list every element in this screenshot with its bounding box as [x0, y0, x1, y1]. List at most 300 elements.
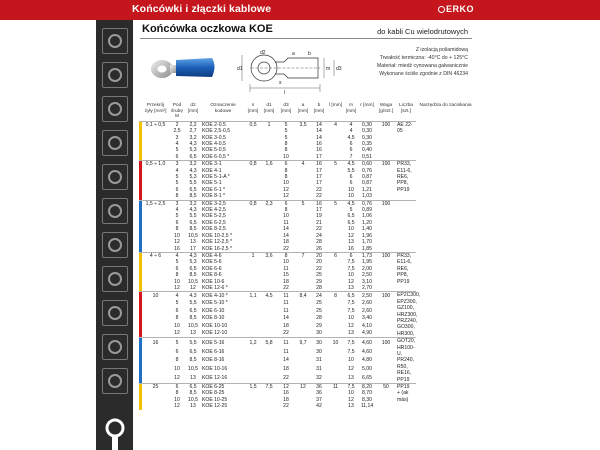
table-cell: 3,2 — [185, 200, 201, 207]
table-cell: 17 — [316, 180, 322, 187]
tool-name: PP19 — [397, 278, 410, 285]
table-cell: KOE 12-6 * — [202, 284, 228, 291]
connector-icon[interactable] — [102, 334, 128, 360]
section-title: Końcówka oczkowa KOE — [142, 23, 273, 35]
table-cell: KOE 4-10 * — [201, 292, 245, 300]
table-cell: KOE 6-25 — [201, 384, 245, 391]
table-cell: KOE 10-25 — [202, 396, 228, 403]
table-cell: 14 — [311, 121, 327, 128]
table-cell: 20 — [311, 252, 327, 259]
table-cell: 5,3 — [189, 259, 197, 266]
table-cell: 10 — [174, 232, 180, 239]
table-cell: 10 — [348, 272, 354, 279]
terminal-icon[interactable] — [102, 232, 128, 258]
tab-glyph — [108, 136, 122, 150]
table-cell: 2,5 — [173, 128, 181, 135]
table-cell: 30 — [316, 330, 322, 337]
table-cell: 4,60 — [362, 348, 372, 355]
table-cell: 10 — [327, 338, 344, 348]
table-cell: KOE 5-6 — [202, 259, 222, 266]
section-subtitle: do kabli Cu wielodrutowych — [377, 27, 468, 36]
table-cell: 12 — [174, 239, 180, 246]
table-cell: 10 — [348, 357, 354, 364]
table-cell: 100 — [376, 121, 396, 128]
table-cell: 3,2 — [189, 134, 197, 141]
table-cell — [327, 246, 344, 253]
table-cell: 13 — [348, 330, 354, 337]
table-cell: 8 — [284, 141, 288, 147]
table-cell — [376, 322, 396, 329]
table-cell: 2,2 — [185, 121, 201, 128]
table-cell: 10,5 — [188, 322, 198, 329]
table-row — [139, 403, 475, 409]
table-cell: 1,73 — [358, 252, 376, 259]
table-cell: 5,5 — [189, 300, 197, 307]
cable-cutter-icon[interactable] — [102, 62, 128, 88]
table-cell: 3 — [175, 134, 179, 141]
pliers-icon[interactable] — [102, 164, 128, 190]
table-row — [139, 347, 475, 356]
table-cell: 8,5 — [189, 315, 197, 322]
spec-table — [139, 103, 475, 410]
table-cell: KOE 12-16 — [202, 375, 228, 382]
table-cell: 0,76 — [362, 167, 372, 174]
table-cell: 0,76 — [358, 200, 376, 207]
brand-name: ERKO — [445, 4, 474, 14]
table-cell — [245, 347, 261, 356]
table-cell: 6 — [175, 186, 179, 193]
table-cell: 0,40 — [362, 147, 372, 154]
table-cell — [142, 322, 169, 329]
table-cell: 12 — [348, 278, 354, 285]
tab-glyph — [108, 238, 122, 252]
table-cell — [376, 246, 396, 253]
table-cell: 4 — [169, 252, 185, 259]
tool-name: E11-6, — [397, 259, 412, 266]
tab-glyph — [108, 34, 122, 48]
table-cell — [261, 193, 277, 200]
table-cell: 7,5 — [347, 307, 355, 314]
table-cell — [295, 356, 311, 365]
dim-s-label: s — [279, 80, 282, 86]
table-cell: 1,6 — [261, 161, 277, 168]
table-cell: KOE 12-25 — [202, 403, 228, 410]
table-cell: 4,3 — [189, 207, 197, 214]
brand-icon — [438, 6, 445, 13]
table-cell: 5 — [295, 200, 311, 207]
table-cell: KOE 10-2,5 * — [202, 232, 233, 239]
table-cell: 1 — [245, 252, 261, 259]
tool-name: HR300, — [397, 330, 415, 337]
table-cell — [376, 300, 396, 307]
table-cell: 7,5 — [347, 300, 355, 307]
table-row — [139, 300, 475, 307]
table-cell — [327, 300, 344, 307]
crimping-tools-cell — [396, 292, 421, 338]
table-cell: 30 — [316, 348, 322, 355]
table-cell: 3,2 — [185, 161, 201, 168]
table-cell: 8,5 — [189, 357, 197, 364]
table-cell: 15 — [283, 272, 289, 279]
table-cell: 13 — [348, 239, 354, 246]
table-cell — [295, 347, 311, 356]
table-cell: 1,70 — [362, 239, 372, 246]
table-cell: 7,5 — [344, 384, 358, 391]
table-cell: 2,00 — [362, 265, 372, 272]
table-cell: 16 — [283, 390, 289, 397]
table-cell: 1,95 — [362, 259, 372, 266]
table-cell: 8 — [175, 315, 179, 322]
table-cell — [376, 356, 396, 365]
table-cell: 5 — [175, 147, 179, 154]
table-cell: 3,40 — [362, 315, 372, 322]
table-cell: 6 — [175, 348, 179, 355]
table-cell: 22 — [316, 193, 322, 200]
table-cell — [245, 193, 261, 200]
table-cell: 6,5 — [189, 307, 197, 314]
table-cell: 22 — [283, 245, 289, 252]
table-cell: 5,5 — [347, 167, 355, 174]
table-cell: 4,3 — [185, 292, 201, 300]
table-row — [139, 338, 475, 348]
table-cell: 8,5 — [189, 193, 197, 200]
table-cell: 6 — [349, 174, 353, 181]
table-cell: 5 — [175, 213, 179, 220]
table-cell: 4,10 — [362, 322, 372, 329]
table-cell — [295, 193, 311, 200]
ring-terminal-icon[interactable] — [105, 418, 125, 450]
table-cell: 4,5 — [347, 134, 355, 141]
table-cell: 14 — [316, 134, 322, 141]
table-cell: KOE 5-1-A * — [202, 174, 230, 181]
table-cell: 0,87 — [362, 180, 372, 187]
table-cell: 5 — [327, 161, 344, 168]
table-cell: 7,5 — [347, 348, 355, 355]
table-cell: KOE 5-2,5 — [202, 213, 226, 220]
table-cell: 4 — [175, 141, 179, 147]
note-line: Wykonane ściśle zgodnie z DIN 46234 — [379, 71, 468, 77]
table-cell: 12 — [283, 186, 289, 193]
table-cell: KOE 6-6 — [202, 265, 222, 272]
table-cell — [261, 246, 277, 253]
tool-name: PRZ240, — [397, 317, 418, 324]
table-cell: 8,20 — [358, 384, 376, 391]
table-cell: 8 — [175, 226, 179, 233]
table-cell: 16 — [316, 141, 322, 147]
table-cell: 25 — [316, 272, 322, 279]
table-cell: 28 — [316, 284, 322, 291]
column-header: b [mm] — [313, 103, 325, 114]
column-header: m [mm] — [345, 103, 357, 114]
tool-name: AE 22-05 — [397, 121, 413, 135]
note-line: Trwałość termiczna: -40°C do + 125°C — [379, 55, 468, 61]
table-cell: KOE 2-0.5 — [201, 121, 245, 128]
table-cell — [327, 193, 344, 200]
table-cell — [376, 365, 396, 374]
table-cell: 5,3 — [189, 147, 197, 154]
table-cell: 18 — [283, 278, 289, 285]
tab-glyph — [108, 204, 122, 218]
table-row — [139, 322, 475, 329]
table-cell: 13 — [190, 239, 196, 246]
table-cell: 10,5 — [188, 396, 198, 403]
table-cell: KOE 6-16 — [202, 348, 225, 355]
table-cell: 5 — [175, 180, 179, 187]
table-cell: 2,3 — [261, 200, 277, 207]
table-cell: 8 — [284, 207, 288, 214]
stripper-icon[interactable] — [102, 96, 128, 122]
table-cell: KOE 3-0,5 — [202, 134, 226, 141]
column-header: Waga [g/szt.] — [378, 103, 394, 114]
crimping-tools-cell — [396, 384, 416, 410]
table-cell: 18 — [283, 366, 289, 373]
table-cell: 4 — [344, 121, 358, 128]
table-row — [139, 356, 475, 365]
table-cell: 17 — [316, 167, 322, 174]
table-cell: 0,89 — [362, 207, 372, 214]
table-cell: 2,60 — [362, 300, 372, 307]
table-cell: 8,30 — [362, 396, 372, 403]
table-cell: 6 — [349, 147, 353, 154]
table-cell: 5,5 — [185, 338, 201, 348]
table-cell: 11 — [327, 384, 344, 391]
crimping-tools-cell — [396, 121, 416, 160]
table-cell: 2 — [169, 121, 185, 128]
table-cell: 7,5 — [347, 265, 355, 272]
table-cell: 22 — [283, 403, 289, 410]
dim-d1-label: d1 — [237, 66, 243, 72]
table-cell — [142, 347, 169, 356]
table-cell: 12 — [348, 366, 354, 373]
table-cell: 10 — [348, 193, 354, 200]
table-cell: 1,2 — [245, 338, 261, 348]
dim-m-label: m — [326, 66, 331, 72]
table-row — [139, 292, 475, 300]
table-cell: 20 — [316, 259, 322, 266]
column-header: a [mm] — [297, 103, 309, 114]
crimping-tools-cell — [396, 200, 416, 252]
table-cell — [295, 403, 311, 409]
cutter-icon[interactable] — [102, 198, 128, 224]
note-line: Z izolacją poliamidową — [415, 47, 468, 53]
table-header-row — [139, 103, 475, 121]
table-cell: 4 ÷ 6 — [142, 252, 169, 259]
table-cell: 4 — [169, 292, 185, 300]
table-cell: 1,06 — [362, 213, 372, 220]
tool-name: EP2C300, — [397, 292, 421, 299]
table-cell: 30 — [311, 338, 327, 348]
table-cell: 6 — [327, 252, 344, 259]
table-cell: 21 — [316, 219, 322, 226]
tool-name: + (ak más) — [397, 390, 409, 403]
header-title: Końcówki i złączki kablowe — [132, 3, 272, 15]
table-cell: 4 — [175, 167, 179, 174]
table-row — [139, 246, 475, 253]
table-cell — [245, 365, 261, 374]
table-cell: 25 — [316, 300, 322, 307]
table-cell — [261, 356, 277, 365]
column-header: Przekrój żyły [mm²] — [144, 103, 167, 114]
table-cell — [245, 307, 261, 314]
table-cell — [376, 330, 396, 338]
table-cell: 1,5 — [245, 384, 261, 391]
dim-d2-label: d2 — [260, 50, 266, 56]
table-cell: 5 — [277, 121, 295, 128]
table-cell: 8,70 — [362, 390, 372, 397]
table-cell: 10 — [283, 259, 289, 266]
table-cell — [327, 154, 344, 161]
table-cell — [295, 365, 311, 374]
tool-name: E11-6, — [397, 167, 412, 174]
table-cell: 0,30 — [358, 121, 376, 128]
table-cell: 10 — [283, 213, 289, 220]
table-cell — [142, 285, 169, 292]
table-cell — [327, 347, 344, 356]
table-cell: 11 — [283, 348, 289, 355]
table-cell: KOE 4-1 — [202, 167, 222, 174]
table-cell: 29 — [316, 322, 322, 329]
table-cell: 0,30 — [362, 134, 372, 141]
table-cell: 4,3 — [185, 252, 201, 259]
table-cell: KOE 4-0,5 — [202, 141, 226, 147]
table-cell — [376, 307, 396, 314]
table-cell: 9,7 — [295, 338, 311, 348]
table-cell: 8 — [175, 272, 179, 279]
table-cell — [376, 193, 396, 200]
table-cell — [327, 322, 344, 329]
tool-name: PP19 — [397, 376, 410, 383]
tool-name: PR33, — [397, 252, 412, 259]
column-header: Pod śrubę M — [171, 103, 183, 120]
table-cell: KOE 8-6 — [202, 272, 222, 279]
table-cell: 6 — [344, 252, 358, 259]
table-cell: 10 — [283, 153, 289, 160]
tab-glyph — [108, 272, 122, 286]
table-cell — [261, 365, 277, 374]
press-icon[interactable] — [102, 130, 128, 156]
table-cell: 12 — [277, 384, 295, 391]
tool-name: HR100-U, — [397, 344, 415, 357]
table-row — [139, 365, 475, 374]
table-cell — [142, 315, 169, 322]
table-cell: 10 — [174, 278, 180, 285]
table-cell: 7,5 — [347, 259, 355, 266]
table-cell: 5,5 — [189, 180, 197, 187]
table-cell: 26 — [316, 245, 322, 252]
table-cell: 6 — [175, 307, 179, 314]
tab-glyph — [108, 68, 122, 82]
table-cell: 8 — [175, 357, 179, 364]
table-cell: KOE 5-16 — [201, 338, 245, 348]
table-cell: 6,65 — [362, 375, 372, 382]
table-cell: 42 — [316, 403, 322, 410]
table-cell: 4,80 — [362, 357, 372, 364]
tab-glyph — [108, 170, 122, 184]
table-cell — [295, 154, 311, 161]
table-cell — [142, 300, 169, 307]
table-cell: 0,1 ÷ 0,5 — [142, 121, 169, 128]
crimping-tools-cell — [396, 252, 416, 291]
table-row — [139, 121, 475, 128]
table-cell: 22 — [283, 330, 289, 337]
table-cell: 7,5 — [261, 384, 277, 391]
table-cell: 17 — [190, 245, 196, 252]
table-cell: 4 — [349, 128, 353, 135]
table-row — [139, 307, 475, 314]
tool-name: R50, — [397, 363, 408, 370]
table-cell: 5 — [327, 200, 344, 207]
table-cell: 6 — [175, 219, 179, 226]
table-cell: KOE 16-2,5 * — [202, 245, 233, 252]
table-cell — [376, 315, 396, 322]
table-cell: 8,4 — [295, 292, 311, 300]
table-cell — [142, 356, 169, 365]
table-cell: 13 — [190, 330, 196, 337]
table-cell — [376, 403, 396, 409]
table-cell — [376, 154, 396, 161]
ferrule-icon[interactable] — [102, 300, 128, 326]
table-cell: 16 — [311, 161, 327, 168]
table-cell: 2,60 — [362, 307, 372, 314]
table-cell: KOE 3-2,5 — [201, 200, 245, 207]
tool-name: PP8, — [397, 272, 409, 279]
table-row — [139, 154, 475, 161]
table-cell: 6,5 — [347, 219, 355, 226]
column-header: Narzędzia do zaciskania — [419, 103, 472, 108]
table-cell: 6,5 — [344, 292, 358, 300]
table-cell: 3,6 — [261, 252, 277, 259]
section-divider — [140, 38, 472, 39]
table-cell: 14 — [283, 226, 289, 233]
table-cell: 1,85 — [362, 245, 372, 252]
sleeve-icon[interactable] — [102, 368, 128, 394]
table-cell: 6 — [169, 384, 185, 391]
table-cell — [295, 300, 311, 307]
table-cell: 13 — [348, 403, 354, 410]
table-cell: 4,90 — [362, 330, 372, 337]
table-cell — [245, 246, 261, 253]
table-cell: 28 — [316, 315, 322, 322]
table-cell: 100 — [376, 252, 396, 259]
table-cell: 18 — [283, 322, 289, 329]
table-cell — [261, 322, 277, 329]
table-cell: 17 — [316, 207, 322, 214]
table-cell — [376, 374, 396, 384]
table-cell: 0,5 ÷ 1,0 — [142, 161, 169, 168]
table-cell: 5 — [175, 259, 179, 266]
tab-glyph — [108, 340, 122, 354]
brand-logo — [438, 4, 474, 14]
table-cell — [245, 322, 261, 329]
table-cell — [327, 307, 344, 314]
table-cell: 16 — [311, 200, 327, 207]
table-cell: KOE 6-0,5 * — [202, 153, 230, 160]
table-cell: 2,7 — [189, 128, 197, 135]
table-cell — [245, 285, 261, 292]
crimping-tools-cell — [396, 161, 416, 200]
crimp-tool-icon[interactable] — [102, 28, 128, 54]
table-cell: 6 — [277, 200, 295, 207]
table-cell: 11 — [283, 219, 289, 226]
table-cell — [261, 307, 277, 314]
table-cell — [327, 315, 344, 322]
table-cell: KOE 4-2,5 — [202, 207, 226, 214]
table-cell: 6 — [175, 265, 179, 272]
table-cell: 8 — [175, 193, 179, 200]
lug-icon[interactable] — [102, 266, 128, 292]
table-cell: 10 — [174, 366, 180, 373]
table-cell — [142, 307, 169, 314]
